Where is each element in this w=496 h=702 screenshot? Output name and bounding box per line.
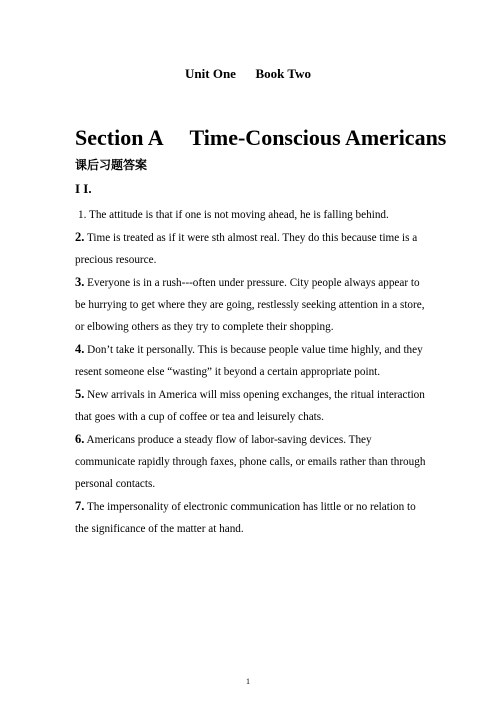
answer-number: 5. [75,387,85,401]
answer-text: Time is treated as if it were sth almost real. They do this because time is a precious resource. [75,232,418,266]
answer-item-4 [75,338,431,383]
answer-item-3 [75,271,431,338]
answer-text: The attitude is that if one is not moving ahead, he is falling behind. [86,209,389,221]
unit-header: Unit One Book Two [185,66,311,81]
answer-number: 7. [75,499,85,513]
answer-number: 6. [75,432,85,446]
answer-item-6 [75,428,431,495]
answer-number: 3. [75,275,85,289]
answer-number: 1. [78,209,87,221]
answer-number: 4. [75,342,85,356]
answer-item-7 [75,495,431,540]
answer-text: The impersonality of electronic communication has little or no relation to the significance of the matter at hand. [75,501,416,535]
section-title: Section A Time-Conscious Americans [75,125,447,150]
answer-item-2 [75,226,431,271]
answer-item-5 [75,383,431,428]
answers-subtitle: 课后习题答案 [75,158,148,172]
answer-text: Americans produce a steady flow of labor-saving devices. They communicate rapidly through faxes, phone calls, or emails rather than through personal contacts. [75,434,426,490]
answer-number: 2. [75,230,85,244]
part-label: I I. [75,181,92,196]
page-number: 1 [246,677,250,686]
answer-text: New arrivals in America will miss opening exchanges, the ritual interaction that goes with a cup of coffee or tea and leisurely chats. [75,389,425,423]
answer-text: Don’t take it personally. This is because people value time highly, and they resent someone else “wasting” it beyond a certain appropriate point. [75,344,423,378]
answer-list [75,204,431,540]
answer-item-1 [75,204,431,226]
answer-text: Everyone is in a rush---often under pressure. City people always appear to be hurrying to get where they are going, restlessly seeking attention in a store, or elbowing others as they try to complete their shopping. [75,277,425,333]
